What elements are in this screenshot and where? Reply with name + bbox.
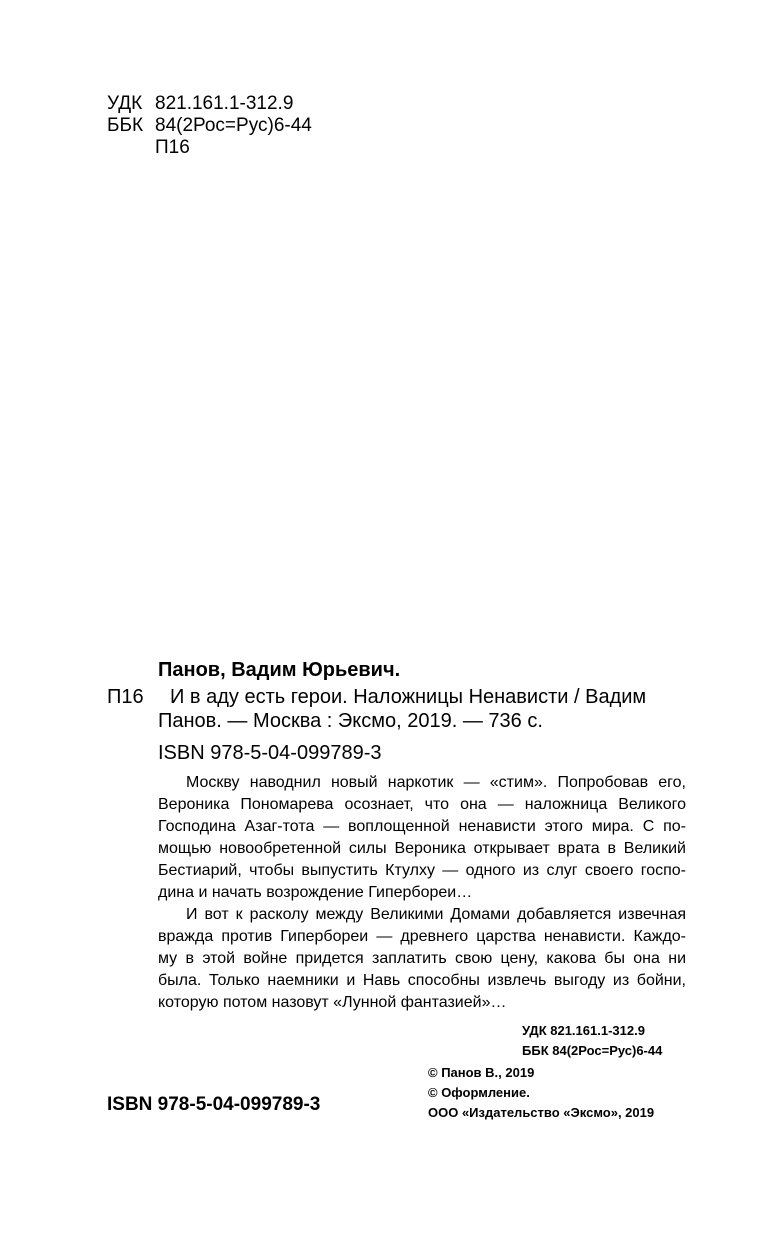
annotation-line: была. Только наемники и Навь способны извлечь выгоду из бойни, bbox=[158, 972, 686, 989]
bbk-row bbox=[107, 115, 312, 137]
annotation-line: И вот к расколу между Великими Домами добавляется извечная bbox=[186, 906, 686, 923]
copyright-author: © Панов В., 2019 bbox=[428, 1065, 535, 1080]
udk-row bbox=[107, 93, 293, 115]
annotation-line: вражда против Гипербореи — древнего царства ненависти. Каждо- bbox=[158, 928, 686, 945]
record-title-line1: И в аду есть герои. Наложницы Ненависти / Вадим bbox=[170, 686, 647, 708]
record-isbn: ISBN 978-5-04-099789-3 bbox=[158, 742, 382, 764]
annotation-line: дина и начать возрождение Гипербореи… bbox=[158, 884, 473, 901]
annotation-paragraph-1 bbox=[158, 772, 686, 904]
annotation-line: Москву наводнил новый наркотик — «стим». Попробовав его, bbox=[186, 774, 686, 791]
annotation-paragraph-2 bbox=[158, 904, 686, 1014]
author-mark: П16 bbox=[155, 137, 190, 158]
annotation-line: Вероника Пономарева осознает, что она — наложница Великого bbox=[158, 796, 686, 813]
copyright-design: © Оформление. bbox=[428, 1085, 530, 1100]
annotation-line: му в этой войне придется заплатить свою цену, какова бы она ни bbox=[158, 950, 686, 967]
udk-value: 821.161.1-312.9 bbox=[155, 93, 294, 114]
copyright-publisher: ООО «Издательство «Эксмо», 2019 bbox=[428, 1105, 655, 1120]
bbk-value: 84(2Рос=Рус)6-44 bbox=[155, 115, 312, 136]
record-author: Панов, Вадим Юрьевич. bbox=[158, 659, 401, 681]
annotation-line: мощью новообретенной силы Вероника открывает врата в Великий bbox=[158, 840, 686, 857]
annotation-line: Бестиарий, чтобы выпустить Ктулху — одного из слуг своего госпо- bbox=[158, 862, 686, 879]
annotation-line: которую потом назовут «Лунной фантазией»… bbox=[158, 994, 507, 1011]
footer-bbk: ББК 84(2Рос=Рус)6-44 bbox=[522, 1043, 663, 1058]
annotation-line: Господина Азаг-тота — воплощенной ненависти этого мира. С по- bbox=[158, 818, 686, 835]
record-mark: П16 bbox=[107, 686, 144, 708]
isbn-bottom: ISBN 978-5-04-099789-3 bbox=[107, 1094, 321, 1115]
bbk-label: ББК bbox=[107, 115, 144, 136]
udk-label: УДК bbox=[107, 93, 143, 114]
record-title-line2: Панов. — Москва : Эксмо, 2019. — 736 с. bbox=[158, 710, 543, 732]
footer-udk: УДК 821.161.1-312.9 bbox=[522, 1023, 645, 1038]
